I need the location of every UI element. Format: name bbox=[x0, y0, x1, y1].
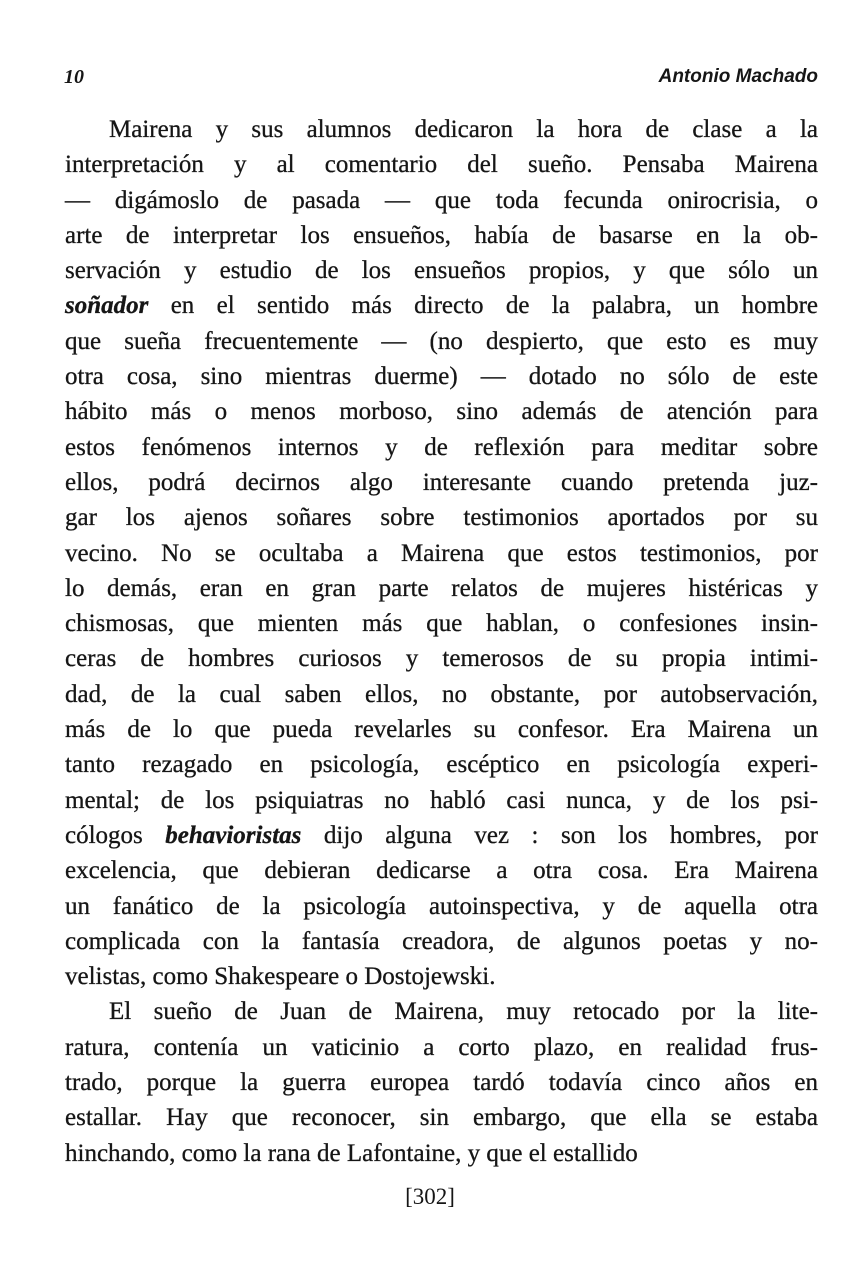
text-segment: cólogos bbox=[65, 821, 166, 849]
text-line: hinchando, como la rana de Lafontaine, y que el estallido bbox=[65, 1139, 638, 1167]
text-line: El sueño de Juan de Mairena, muy retocado por la lite- bbox=[109, 998, 818, 1026]
text-line: chismosas, que mienten más que hablan, o confesiones insin- bbox=[65, 610, 818, 638]
text-segment: dijo alguna vez : son los hombres, por bbox=[301, 821, 818, 849]
text-line: mental; de los psiquiatras no habló casi nunca, y de los psi- bbox=[65, 786, 818, 814]
text-line: hábito más o menos morboso, sino además de atención para bbox=[65, 398, 818, 426]
text-line: estos fenómenos internos y de reflexión para meditar sobre bbox=[65, 433, 818, 461]
text-line: vecino. No se ocultaba a Mairena que estos testimonios, por bbox=[65, 539, 818, 567]
text-line: Mairena y sus alumnos dedicaron la hora de clase a la bbox=[109, 116, 818, 143]
page-number: 10 bbox=[64, 66, 84, 88]
text-line: otra cosa, sino mientras duerme) — dotado no sólo de este bbox=[65, 363, 818, 391]
text-line: ellos, podrá decirnos algo interesante cuando pretenda juz- bbox=[65, 468, 818, 496]
text-line: servación y estudio de los ensueños propios, y que sólo un bbox=[65, 257, 818, 285]
italic-term: soñador bbox=[65, 292, 149, 320]
text-line: dad, de la cual saben ellos, no obstante, por autobservación, bbox=[65, 680, 818, 708]
text-line: lo demás, eran en gran parte relatos de mujeres histéricas y bbox=[65, 574, 818, 602]
text-line: trado, porque la guerra europea tardó todavía cinco años en bbox=[65, 1069, 818, 1097]
text-line bbox=[65, 818, 818, 853]
text-line: más de lo que pueda revelarles su confesor. Era Mairena un bbox=[65, 716, 818, 744]
text-line: ceras de hombres curiosos y temerosos de su propia intimi- bbox=[65, 645, 818, 673]
text-line: que sueña frecuentemente — (no despierto, que esto es muy bbox=[65, 327, 818, 355]
body-text bbox=[65, 112, 818, 1171]
text-line: arte de interpretar los ensueños, había de basarse en la ob- bbox=[65, 221, 818, 249]
text-line: un fanático de la psicología autoinspectiva, y de aquella otra bbox=[65, 892, 818, 920]
folio: [302] bbox=[405, 1184, 455, 1209]
italic-term: behavioristas bbox=[165, 821, 302, 849]
text-line: velistas, como Shakespeare o Dostojewski. bbox=[65, 963, 496, 991]
text-segment: en el sentido más directo de la palabra, un hombre bbox=[148, 292, 818, 320]
text-line: complicada con la fantasía creadora, de algunos poetas y no- bbox=[65, 927, 818, 955]
text-line: gar los ajenos soñares sobre testimonios aportados por su bbox=[65, 504, 818, 532]
running-title: Antonio Machado bbox=[658, 66, 818, 87]
text-line: ratura, contenía un vaticinio a corto plazo, en realidad frus- bbox=[65, 1033, 818, 1061]
text-line: — digámoslo de pasada — que toda fecunda onirocrisia, o bbox=[65, 186, 818, 214]
text-line: excelencia, que debieran dedicarse a otra cosa. Era Mairena bbox=[65, 857, 818, 885]
text-line: tanto rezagado en psicología, escéptico en psicología experi- bbox=[65, 751, 818, 779]
text-line: interpretación y al comentario del sueño. Pensaba Mairena bbox=[65, 151, 818, 179]
text-line: estallar. Hay que reconocer, sin embargo, que ella se estaba bbox=[65, 1104, 818, 1132]
text-line bbox=[65, 288, 818, 323]
